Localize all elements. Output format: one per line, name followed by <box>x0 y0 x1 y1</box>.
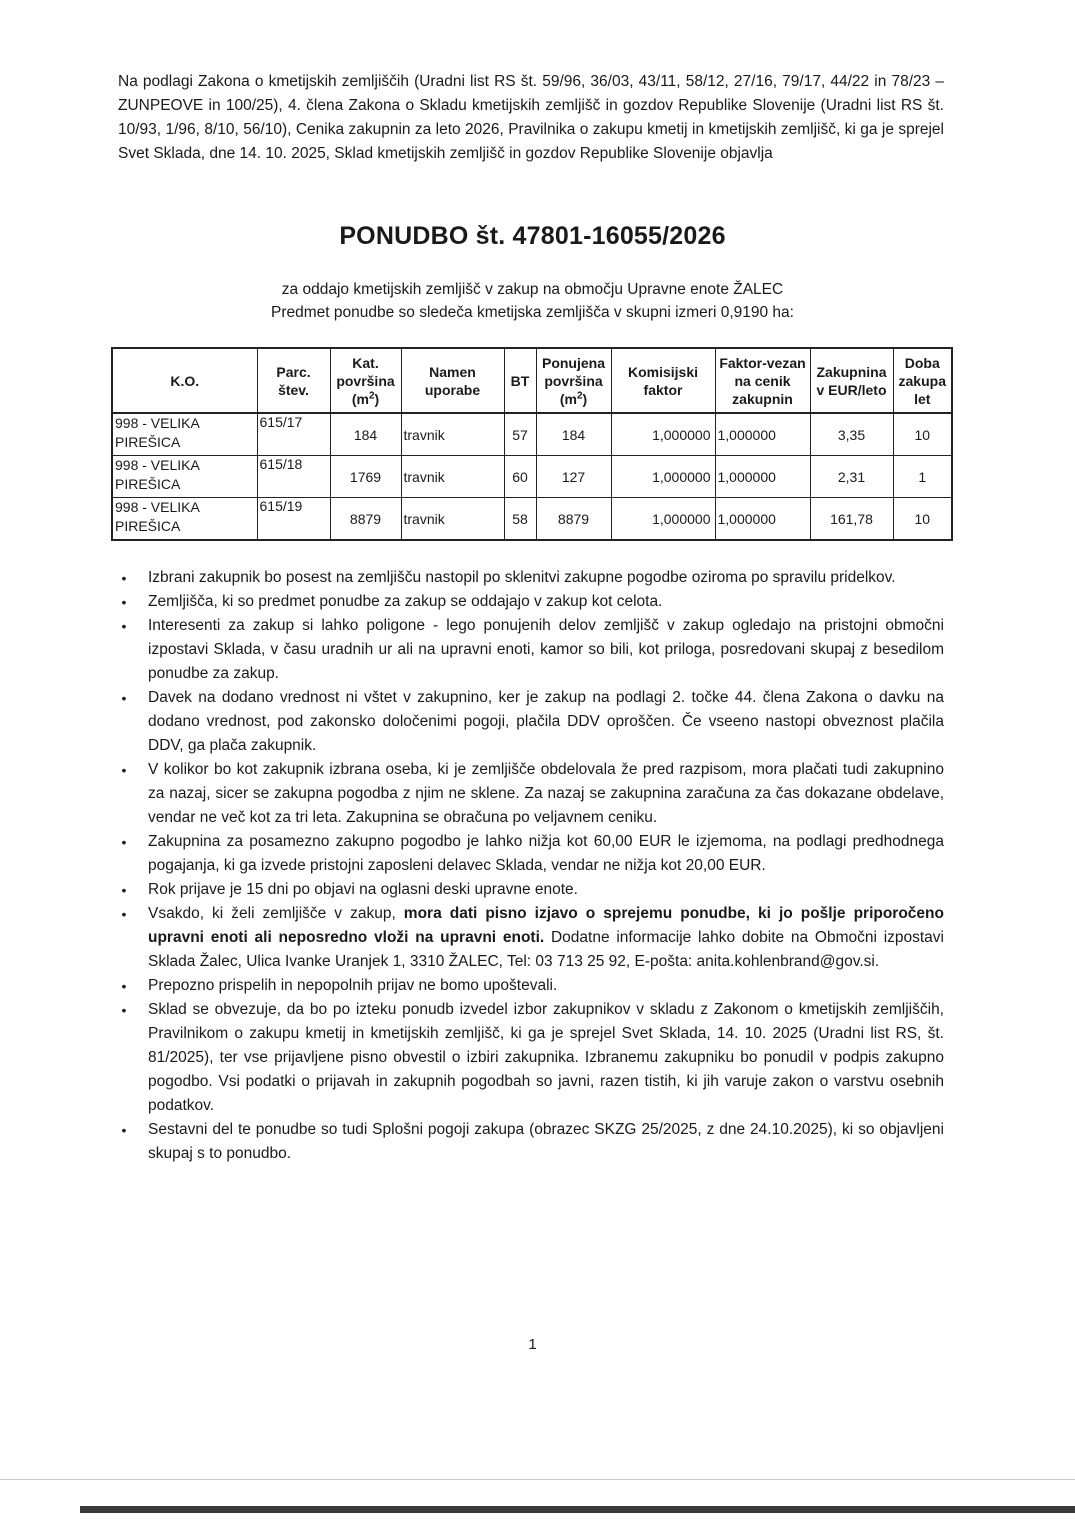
parcels-table <box>111 347 953 541</box>
terms-list <box>118 566 944 1166</box>
list-item <box>118 830 944 878</box>
bullet: • <box>121 690 127 706</box>
header-ponujena-unit-close: ) <box>582 390 588 407</box>
term-text: Sklad se obvezuje, da bo po izteku ponudb izvedel izbor zakupnikov v skladu z Zakonom o kmetijskih zemljiščih, Pravilnikom o zakupu kmetij in kmetijskih zemljišč, ki ga je sprejel Svet Sklada, 14. 10. 2025 (Uradni list RS, št. 81/2025), ter vse prijavljene pisno obvestil o izbiri zakupnika. Izbranemu zakupniku bo ponudil v podpis zakupno pogodbo. Vsi podatki o prijavah in zakupnih pogodbah so javni, razen tistih, ki jih varuje zakon o varstvu osebnih podatkov. <box>148 1001 944 1114</box>
term-text: Prepozno prispelih in nepopolnih prijav ne bomo upoštevali. <box>148 977 558 994</box>
header-komisijski: Komisijski faktor <box>611 348 715 413</box>
bullet: • <box>121 1122 127 1138</box>
cell-zakupnina: 161,78 <box>810 498 893 541</box>
bullet: • <box>121 1002 127 1018</box>
cell-namen: travnik <box>401 413 504 456</box>
cell-bt: 57 <box>504 413 536 456</box>
header-ponujena-label: Ponujena površina <box>541 354 605 389</box>
cell-doba: 1 <box>893 456 952 498</box>
table-row <box>112 456 952 498</box>
cell-komisijski: 1,000000 <box>611 456 715 498</box>
cell-kat: 1769 <box>330 456 401 498</box>
cell-namen: travnik <box>401 498 504 541</box>
term-text: Zemljišča, ki so predmet ponudbe za zakup se oddajajo v zakup kot celota. <box>148 593 663 610</box>
term-text: Sestavni del te ponudbe so tudi Splošni pogoji zakupa (obrazec SKZG 25/2025, z dne 24.10.2025), ki so objavljeni skupaj s to ponudbo. <box>148 1121 944 1162</box>
bullet: • <box>121 618 127 634</box>
term-text: Zakupnina za posamezno zakupno pogodbo je lahko nižja kot 60,00 EUR le izjemoma, na podlagi predhodnega pogajanja, ki ga izvede pristojni zaposleni delavec Sklada, vendar ne nižja kot 20,00 EUR. <box>148 833 944 874</box>
header-ponujena-unit-exp: 2 <box>576 389 583 401</box>
header-namen: Namen uporabe <box>401 348 504 413</box>
list-item <box>118 878 944 902</box>
cell-ponujena: 184 <box>536 413 611 456</box>
bullet: • <box>121 834 127 850</box>
term-text: Izbrani zakupnik bo posest na zemljišču nastopil po sklenitvi zakupne pogodbe oziroma po spravilu pridelkov. <box>148 569 896 586</box>
header-kat-povrsina <box>330 348 401 413</box>
header-ponujena <box>536 348 611 413</box>
list-item <box>118 974 944 998</box>
cell-ko: 998 - VELIKA PIREŠICA <box>112 413 257 456</box>
bullet: • <box>121 594 127 610</box>
term-text-emphasis: mora dati pisno izjavo o sprejemu ponudbe, ki jo pošlje priporočeno upravni enoti ali neposredno vloži na upravni enoti. <box>148 905 944 946</box>
header-doba: Doba zakupa let <box>893 348 952 413</box>
cell-faktor: 1,000000 <box>715 498 810 541</box>
bullet: • <box>121 882 127 898</box>
term-text: Interesenti za zakup si lahko poligone - lego ponujenih delov zemljišč v zakup ogledajo na pristojni območni izpostavi Sklada, v času uradnih ur ali na upravni enoti, kamor so bili, kot priloga, posredovani skupaj z besedilom ponudbe za zakup. <box>148 617 944 682</box>
bullet: • <box>121 906 127 922</box>
header-kat-unit-close: ) <box>374 390 380 407</box>
table-row <box>112 498 952 541</box>
bullet: • <box>121 978 127 994</box>
list-item <box>118 998 944 1118</box>
list-item <box>118 590 944 614</box>
term-text: Rok prijave je 15 dni po objavi na oglasni deski upravne enote. <box>148 881 578 898</box>
cell-bt: 58 <box>504 498 536 541</box>
term-text-contact: Dodatne informacije lahko dobite na Območni izpostavi Sklada Žalec, Ulica Ivanke Uranjek 1, 3310 ŽALEC, Tel: 03 713 25 92, E-pošta: anita.kohlenbrand@gov.si. <box>148 929 944 970</box>
cell-bt: 60 <box>504 456 536 498</box>
term-text: Davek na dodano vrednost ni vštet v zakupnino, ker je zakup na podlagi 2. točke 44. člena Zakona o davku na dodano vrednost, pod zakonsko določenimi pogoji, plačila DDV oproščen. Če vseeno nastopi obveznost plačila DDV, ga plača zakupnik. <box>148 689 944 754</box>
table-row <box>112 413 952 456</box>
term-text: V kolikor bo kot zakupnik izbrana oseba, ki je zemljišče obdelovala že pred razpisom, mora plačati tudi zakupnino za nazaj, sicer se zakupna pogodba z njim ne sklene. Za nazaj se zakupnina zaračuna za čas dokazane obdelave, vendar ne več kot za tri leta. Zakupnina se obračuna po veljavnem ceniku. <box>148 761 944 826</box>
scan-edge-bar <box>80 1506 1075 1513</box>
offer-title: PONUDBO št. 47801-16055/2026 <box>339 222 726 250</box>
header-ko: K.O. <box>112 348 257 413</box>
offer-subtitle-total: Predmet ponudbe so sledeča kmetijska zemljišča v skupni izmeri 0,9190 ha: <box>271 304 794 321</box>
cell-doba: 10 <box>893 498 952 541</box>
list-item <box>118 902 944 974</box>
list-item <box>118 686 944 758</box>
page-number: 1 <box>528 1336 537 1353</box>
intro-paragraph: Na podlagi Zakona o kmetijskih zemljiščih (Uradni list RS št. 59/96, 36/03, 43/11, 58/12, 27/16, 79/17, 44/22 in 78/23 – ZUNPEOVE in 100/25), 4. člena Zakona o Skladu kmetijskih zemljišč in gozdov Republike Slovenije (Uradni list RS št. 10/93, 1/96, 8/10, 56/10), Cenika zakupnin za leto 2026, Pravilnika o zakupu kmetij in kmetijskih zemljišč, ki ga je sprejel Svet Sklada, dne 14. 10. 2025, Sklad kmetijskih zemljišč in gozdov Republike Slovenije objavlja <box>118 73 944 162</box>
list-item <box>118 1118 944 1166</box>
list-item <box>118 758 944 830</box>
cell-kat: 184 <box>330 413 401 456</box>
cell-parc: 615/17 <box>257 413 330 456</box>
cell-zakupnina: 3,35 <box>810 413 893 456</box>
header-faktor-vezan: Faktor-vezan na cenik zakupnin <box>715 348 810 413</box>
scan-edge-line <box>0 1479 1075 1480</box>
cell-komisijski: 1,000000 <box>611 413 715 456</box>
table-header-row <box>112 348 952 413</box>
header-ponujena-unit: (m <box>559 390 577 407</box>
header-zakupnina: Zakupnina v EUR/leto <box>810 348 893 413</box>
list-item <box>118 566 944 590</box>
header-kat-unit: (m <box>351 390 369 407</box>
cell-zakupnina: 2,31 <box>810 456 893 498</box>
header-parc: Parc. štev. <box>257 348 330 413</box>
bullet: • <box>121 762 127 778</box>
cell-ponujena: 8879 <box>536 498 611 541</box>
cell-ko: 998 - VELIKA PIREŠICA <box>112 498 257 541</box>
cell-parc: 615/18 <box>257 456 330 498</box>
cell-faktor: 1,000000 <box>715 413 810 456</box>
cell-ko: 998 - VELIKA PIREŠICA <box>112 456 257 498</box>
term-text-intro: Vsakdo, ki želi zemljišče v zakup, <box>148 905 404 922</box>
header-kat-povrsina-label: Kat. površina <box>336 354 395 389</box>
cell-kat: 8879 <box>330 498 401 541</box>
header-kat-unit-exp: 2 <box>368 389 375 401</box>
cell-parc: 615/19 <box>257 498 330 541</box>
offer-subtitle-area: za oddajo kmetijskih zemljišč v zakup na območju Upravne enote ŽALEC <box>281 281 784 298</box>
cell-namen: travnik <box>401 456 504 498</box>
list-item <box>118 614 944 686</box>
header-bt: BT <box>504 348 536 413</box>
cell-doba: 10 <box>893 413 952 456</box>
cell-komisijski: 1,000000 <box>611 498 715 541</box>
bullet: • <box>121 570 127 586</box>
cell-ponujena: 127 <box>536 456 611 498</box>
cell-faktor: 1,000000 <box>715 456 810 498</box>
